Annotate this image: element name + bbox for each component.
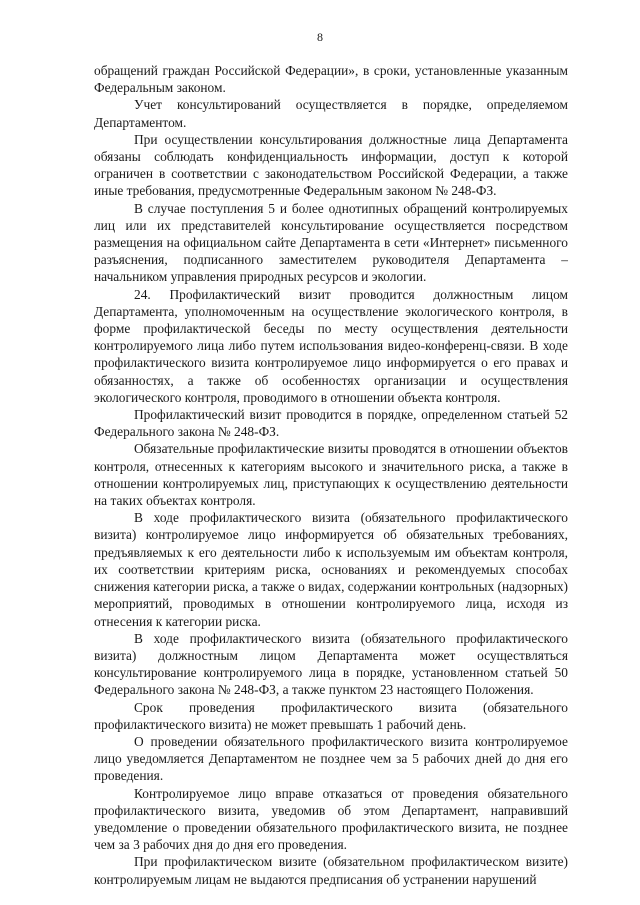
paragraph: О проведении обязательного профилактического визита контролируемое лицо уведомляется Департаментом не позднее чем за 5 рабочих дней до дня его проведения. — [94, 733, 568, 784]
paragraph: При профилактическом визите (обязательном профилактическом визите) контролируемым лицам не выдаются предписания об устранении нарушений — [94, 854, 568, 887]
paragraph: В ходе профилактического визита (обязательного профилактического визита) контролируемое лицо информируется об обязательных требованиях, предъявляемых к его деятельности либо к используемым им объектам контроля, их соответствии критериям риска, основаниях и рекомендуемых способах снижения категории риска, а также о видах, содержании контрольных (надзорных) мероприятий, проводимых в отношении контролируемого лица, исходя из отнесения к категории риска. — [94, 510, 568, 629]
paragraph: Срок проведения профилактического визита (обязательного профилактического визита) не может превышать 1 рабочий день. — [94, 699, 568, 732]
paragraph: Контролируемое лицо вправе отказаться от проведения обязательного профилактического визита, уведомив об этом Департамент, направивший уведомление о проведении обязательного профилактического визита, не позднее чем за 3 рабочих дня до дня его проведения. — [94, 785, 568, 853]
paragraph: В ходе профилактического визита (обязательного профилактического визита) должностным лицом Департамента может осуществляться консультирование контролируемого лица в порядке, установленном статьей 50 Федерального закона № 248-ФЗ, а также пунктом 23 настоящего Положения. — [94, 630, 568, 698]
paragraph: 24. Профилактический визит проводится должностным лицом Департамента, уполномоченным на осуществление экологического контроля, в форме профилактической беседы по месту осуществления деятельности контролируемого лица либо путем использования видео-конференц-связи. В ходе профилактического визита контролируемое лицо информируется о его правах и обязанностях, а также об особенностях организации и осуществления экологического контроля, проводимого в отношении объекта контроля. — [94, 286, 568, 405]
document-body — [94, 62, 568, 888]
paragraph: Обязательные профилактические визиты проводятся в отношении объектов контроля, отнесенных к категориям высокого и значительного риска, а также в отношении контролируемых лиц, приступающих к осуществлению деятельности на таких объектах контроля. — [94, 441, 568, 509]
paragraph: обращений граждан Российской Федерации», в сроки, установленные указанным Федеральным законом. — [94, 63, 568, 96]
paragraph: При осуществлении консультирования должностные лица Департамента обязаны соблюдать конфиденциальность информации, доступ к которой ограничен в соответствии с законодательством Российской Федерации, а также иные требования, предусмотренные Федеральным законом № 248-ФЗ. — [94, 131, 568, 199]
paragraph: Учет консультирований осуществляется в порядке, определяемом Департаментом. — [94, 97, 568, 130]
paragraph: В случае поступления 5 и более однотипных обращений контролируемых лиц или их представителей консультирование осуществляется посредством размещения на официальном сайте Департамента в сети «Интернет» письменного разъяснения, подписанного заместителем руководителя Департамента – начальником управления природных ресурсов и экологии. — [94, 200, 568, 285]
paragraph: Профилактический визит проводится в порядке, определенном статьей 52 Федерального закона № 248-ФЗ. — [94, 407, 568, 440]
page-number: 8 — [317, 30, 323, 44]
